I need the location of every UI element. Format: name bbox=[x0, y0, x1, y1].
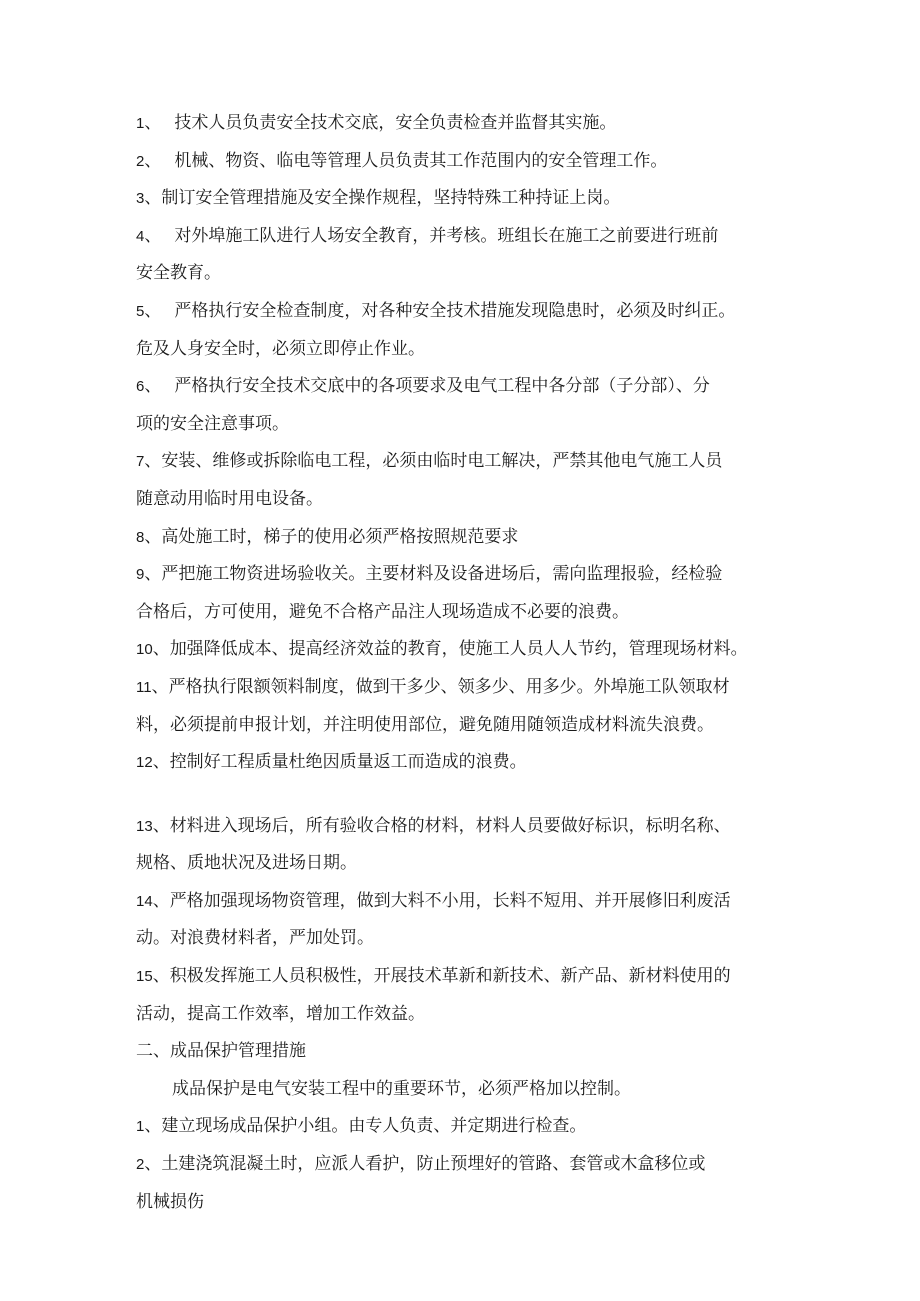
item-text: 对外埠施工队进行人场安全教育，并考核。班组长在施工之前要进行班前 bbox=[174, 225, 719, 246]
item-text: 安装、维修或拆除临电工程，必须由临时电工解决，严禁其他电气施工人员 bbox=[161, 451, 723, 472]
item-text: 加强降低成本、提高经济效益的教育，使施工人员人人节约，管理现场材料。 bbox=[169, 639, 748, 660]
item-number: 14 bbox=[136, 892, 153, 910]
item-number: 1 bbox=[136, 115, 145, 132]
section-intro: 成品保护是电气安装工程中的重要环节，必须严格加以控制。 bbox=[172, 1078, 631, 1099]
item-text: 严格执行安全技术交底中的各项要求及电气工程中各分部（子分部）、分 bbox=[174, 376, 710, 397]
item-number: 11 bbox=[136, 678, 152, 696]
list-item bbox=[136, 1146, 796, 1184]
list-item bbox=[136, 669, 796, 707]
item-mark: 、 bbox=[144, 451, 162, 472]
item-number: 12 bbox=[136, 754, 153, 772]
list-item bbox=[136, 1108, 796, 1146]
item-continuation: 活动，提高工作效率，增加工作效益。 bbox=[136, 1003, 425, 1024]
item-text: 技术人员负责安全技术交底，安全负责检查并监督其实施。 bbox=[174, 113, 617, 133]
item-mark: 、 bbox=[144, 300, 162, 321]
item-continuation: 动。对浪费材料者，严加处罚。 bbox=[136, 928, 374, 949]
item-mark: 、 bbox=[144, 376, 162, 397]
list-item bbox=[136, 143, 796, 181]
item-number: 5 bbox=[136, 302, 145, 320]
list-item bbox=[136, 519, 796, 557]
item-mark: 、 bbox=[152, 752, 170, 773]
item-mark: 、 bbox=[144, 526, 162, 547]
item-mark: 、 bbox=[144, 113, 162, 133]
item-number: 15 bbox=[136, 968, 153, 986]
list-item bbox=[136, 744, 796, 782]
item-continuation: 机械损伤 bbox=[136, 1191, 204, 1212]
item-text: 机械、物资、临电等管理人员负责其工作范围内的安全管理工作。 bbox=[174, 150, 668, 171]
item-text: 严格执行限额领料制度，做到干多少、领多少、用多少。外埠施工队领取材 bbox=[168, 676, 730, 697]
item-number: 2 bbox=[136, 152, 145, 170]
item-mark: 、 bbox=[144, 225, 162, 246]
item-continuation: 危及人身安全时，必须立即停止作业。 bbox=[136, 338, 425, 359]
item-number: 1 bbox=[136, 1118, 145, 1136]
item-text: 严格加强现场物资管理，做到大料不小用，长料不短用、并开展修旧利废活 bbox=[169, 890, 731, 911]
list-item bbox=[136, 293, 796, 331]
item-text: 严把施工物资进场验收关。主要材料及设备进场后，需向监理报验，经检验 bbox=[161, 564, 723, 585]
item-mark: 、 bbox=[152, 815, 170, 836]
item-text: 严格执行安全检查制度，对各种安全技术措施发现隐患时，必须及时纠正。 bbox=[174, 300, 736, 321]
item-number: 6 bbox=[136, 378, 145, 396]
item-continuation: 规格、质地状况及进场日期。 bbox=[136, 853, 357, 874]
item-mark: 、 bbox=[152, 966, 170, 987]
item-number: 4 bbox=[136, 227, 145, 245]
list-item bbox=[136, 556, 796, 594]
list-item bbox=[136, 958, 796, 996]
item-continuation: 随意动用临时用电设备。 bbox=[136, 488, 323, 509]
item-continuation: 合格后，方可使用，避免不合格产品注人现场造成不必要的浪费。 bbox=[136, 601, 629, 622]
item-number: 3 bbox=[136, 190, 145, 208]
section-heading: 二、成品保护管理措施 bbox=[136, 1041, 306, 1062]
document-body bbox=[136, 105, 796, 1221]
item-continuation: 料，必须提前申报计划，并注明使用部位，避免随用随领造成材料流失浪费。 bbox=[136, 714, 714, 735]
item-number: 10 bbox=[136, 641, 153, 659]
list-item bbox=[136, 105, 796, 143]
item-number: 2 bbox=[136, 1156, 145, 1174]
item-text: 土建浇筑混凝土时，应派人看护，防止预埋好的管路、套管或木盒移位或 bbox=[161, 1154, 706, 1175]
list-item bbox=[136, 368, 796, 406]
item-text: 高处施工时，梯子的使用必须严格按照规范要求 bbox=[161, 526, 519, 547]
item-text: 建立现场成品保护小组。由专人负责、并定期进行检查。 bbox=[161, 1116, 587, 1137]
item-mark: 、 bbox=[144, 1154, 162, 1175]
item-text: 材料进入现场后，所有验收合格的材料，材料人员要做好标识，标明名称、 bbox=[169, 815, 731, 836]
item-number: 8 bbox=[136, 528, 145, 546]
list-item bbox=[136, 443, 796, 481]
list-item bbox=[136, 218, 796, 256]
item-number: 13 bbox=[136, 817, 153, 835]
spacer bbox=[136, 782, 796, 808]
list-item bbox=[136, 808, 796, 846]
item-text: 制订安全管理措施及安全操作规程，坚持特殊工种持证上岗。 bbox=[161, 188, 621, 209]
item-number: 9 bbox=[136, 566, 145, 584]
item-mark: 、 bbox=[144, 188, 162, 209]
list-item bbox=[136, 180, 796, 218]
item-mark: 、 bbox=[144, 150, 162, 171]
list-item bbox=[136, 631, 796, 669]
item-continuation: 安全教育。 bbox=[136, 263, 221, 284]
item-text: 积极发挥施工人员积极性，开展技术革新和新技术、新产品、新材料使用的 bbox=[169, 966, 731, 987]
item-mark: 、 bbox=[152, 890, 170, 911]
item-mark: 、 bbox=[144, 1116, 162, 1137]
item-mark: 、 bbox=[152, 639, 170, 660]
item-mark: 、 bbox=[151, 676, 169, 697]
item-continuation: 项的安全注意事项。 bbox=[136, 413, 289, 434]
item-number: 7 bbox=[136, 453, 145, 471]
item-mark: 、 bbox=[144, 564, 162, 585]
list-item bbox=[136, 883, 796, 921]
item-text: 控制好工程质量杜绝因质量返工而造成的浪费。 bbox=[169, 752, 527, 773]
